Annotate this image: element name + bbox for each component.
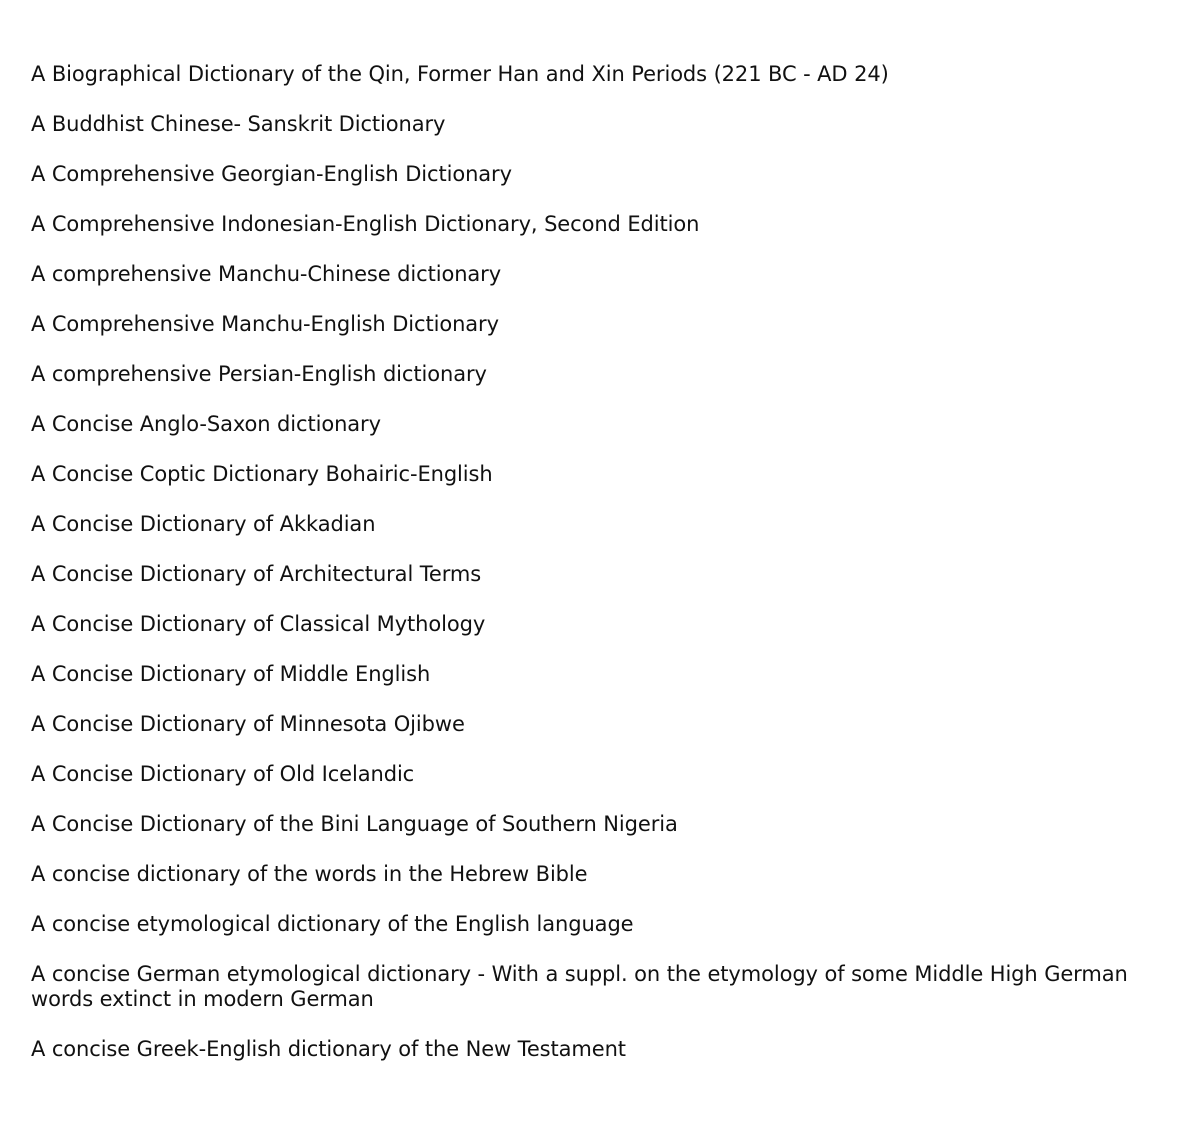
list-item: A concise dictionary of the words in the Hebrew Bible [31, 862, 588, 886]
list-item: A Concise Dictionary of Old Icelandic [31, 762, 415, 786]
list-item: A Concise Coptic Dictionary Bohairic-English [31, 462, 493, 486]
list-item: A Comprehensive Manchu-English Dictionary [31, 312, 499, 336]
list-item: A Biographical Dictionary of the Qin, Former Han and Xin Periods (221 BC - AD 24) [31, 62, 889, 86]
dictionary-title-list [31, 62, 1181, 1087]
list-item: A Concise Dictionary of Akkadian [31, 512, 376, 536]
list-item: A Concise Dictionary of Middle English [31, 662, 431, 686]
list-item: A Comprehensive Indonesian-English Dictionary, Second Edition [31, 212, 700, 236]
list-item: A concise German etymological dictionary - With a suppl. on the etymology of some Middle High German words extinct in modern German [31, 962, 1128, 1011]
list-item: A comprehensive Manchu-Chinese dictionary [31, 262, 502, 286]
list-item: A Comprehensive Georgian-English Dictionary [31, 162, 512, 186]
list-item: A Buddhist Chinese- Sanskrit Dictionary [31, 112, 446, 136]
list-item: A Concise Dictionary of Classical Mythology [31, 612, 486, 636]
list-item: A Concise Anglo-Saxon dictionary [31, 412, 381, 436]
list-item: A comprehensive Persian-English dictionary [31, 362, 487, 386]
list-item: A Concise Dictionary of the Bini Language of Southern Nigeria [31, 812, 678, 836]
list-item: A concise etymological dictionary of the English language [31, 912, 634, 936]
list-item: A concise Greek-English dictionary of the New Testament [31, 1037, 626, 1061]
list-item: A Concise Dictionary of Architectural Terms [31, 562, 482, 586]
list-item: A Concise Dictionary of Minnesota Ojibwe [31, 712, 465, 736]
